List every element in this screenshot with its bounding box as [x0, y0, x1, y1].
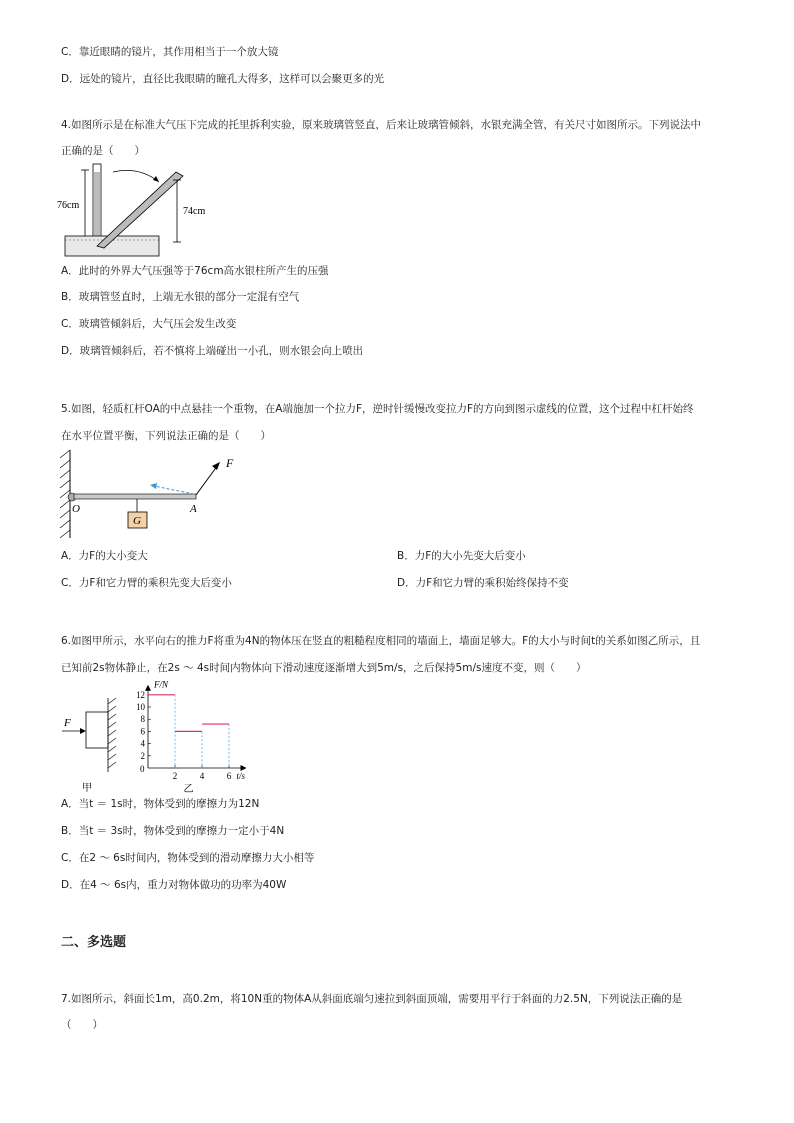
- figure-jia: [60, 696, 124, 796]
- q6-option-a: A．当t ＝ 1s时，物体受到的摩擦力为12N: [61, 798, 260, 810]
- caption-jia: 甲: [82, 783, 92, 794]
- y-axis-arrow: [145, 685, 151, 691]
- rotation-arrow: [113, 170, 159, 182]
- dashed-force-arrow: [154, 486, 194, 494]
- y-axis-label: F/N: [154, 679, 169, 690]
- q6-option-c: C．在2 ～ 6s时间内，物体受到的滑动摩擦力大小相等: [61, 852, 315, 864]
- origin-label: 0: [140, 764, 145, 774]
- q3-option-d: D．远处的镜片，直径比我眼睛的瞳孔大得多，这样可以会聚更多的光: [61, 73, 385, 85]
- block: [86, 712, 108, 748]
- y-tick-label: 4: [140, 738, 145, 749]
- y-tick-label: 8: [140, 714, 145, 725]
- q3-option-c: C．靠近眼睛的镜片，其作用相当于一个放大镜: [61, 46, 279, 58]
- x-tick-label: 2: [172, 771, 178, 781]
- q6-stem-line2: 已知前2s物体静止，在2s ～ 4s时间内物体向下滑动速度逐渐增大到5m/s，之后保持5m/s速度不变，则（ ）: [61, 662, 587, 674]
- label-push-f: F: [64, 717, 71, 729]
- lever-bar: [74, 494, 196, 499]
- q6-stem-line1: 6.如图甲所示，水平向右的推力F将重为4N的物体压在竖直的粗糙程度相同的墙面上，墙面足够大。F的大小与时间t的关系如图乙所示，且: [61, 635, 701, 647]
- y-tick-label: 2: [140, 750, 145, 761]
- q5-stem-line2: 在水平位置平衡，下列说法正确的是（ ）: [61, 430, 271, 442]
- q5-option-c: C．力F和它力臂的乘积先变大后变小: [61, 577, 232, 589]
- q6-option-b: B．当t ＝ 3s时，物体受到的摩擦力一定小于4N: [61, 825, 285, 837]
- label-a: A: [190, 503, 197, 515]
- y-tick-label: 6: [140, 726, 145, 737]
- x-axis-label: t/s: [236, 771, 246, 781]
- caption-yi: 乙: [183, 784, 194, 795]
- q5-option-d: D．力F和它力臂的乘积始终保持不变: [397, 577, 569, 589]
- torricelli-figure: [55, 160, 215, 260]
- force-time-chart: [126, 676, 262, 796]
- label-o: O: [72, 503, 80, 515]
- q7-stem-line2: （ ）: [61, 1019, 103, 1031]
- q4-stem-line1: 4.如图所示是在标准大气压下完成的托里拆利实验，原来玻璃管竖直，后来让玻璃管倾斜，水银充满全管，有关尺寸如图所示。下列说法中: [61, 119, 702, 131]
- y-tick-label: 10: [136, 702, 145, 712]
- label-76cm: 76cm: [57, 200, 80, 211]
- q4-stem-line2: 正确的是（ ）: [61, 145, 145, 157]
- q4-option-d: D．玻璃管倾斜后，若不慎将上端碰出一小孔，则水银会向上喷出: [61, 345, 364, 357]
- q5-option-a: A．力F的大小变大: [61, 550, 148, 562]
- label-74cm: 74cm: [183, 206, 206, 217]
- q4-option-c: C．玻璃管倾斜后，大气压会发生改变: [61, 318, 237, 330]
- force-f-arrow: [196, 465, 218, 495]
- label-g: G: [133, 515, 141, 527]
- label-f: F: [226, 456, 234, 470]
- x-tick-label: 4: [199, 771, 205, 781]
- q5-stem-line1: 5.如图，轻质杠杆OA的中点悬挂一个重物，在A端施加一个拉力F，逆时针缓慢改变拉力F的方向到图示虚线的位置，这个过程中杠杆始终: [61, 403, 694, 415]
- x-tick-label: 6: [226, 771, 232, 781]
- q5-option-b: B．力F的大小先变大后变小: [397, 550, 526, 562]
- y-tick-label: 12: [136, 689, 145, 700]
- section-title: 二、多选题: [61, 935, 127, 950]
- lever-figure: [58, 448, 248, 540]
- q4-option-b: B．玻璃管竖直时，上端无水银的部分一定混有空气: [61, 291, 300, 303]
- q7-stem-line1: 7.如图所示，斜面长1m，高0.2m，将10N重的物体A从斜面底端匀速拉到斜面顶端，需要用平行于斜面的力2.5N，下列说法正确的是: [61, 993, 683, 1005]
- q6-option-d: D．在4 ～ 6s内，重力对物体做功的功率为40W: [61, 879, 287, 891]
- q4-option-a: A．此时的外界大气压强等于76cm高水银柱所产生的压强: [61, 265, 329, 277]
